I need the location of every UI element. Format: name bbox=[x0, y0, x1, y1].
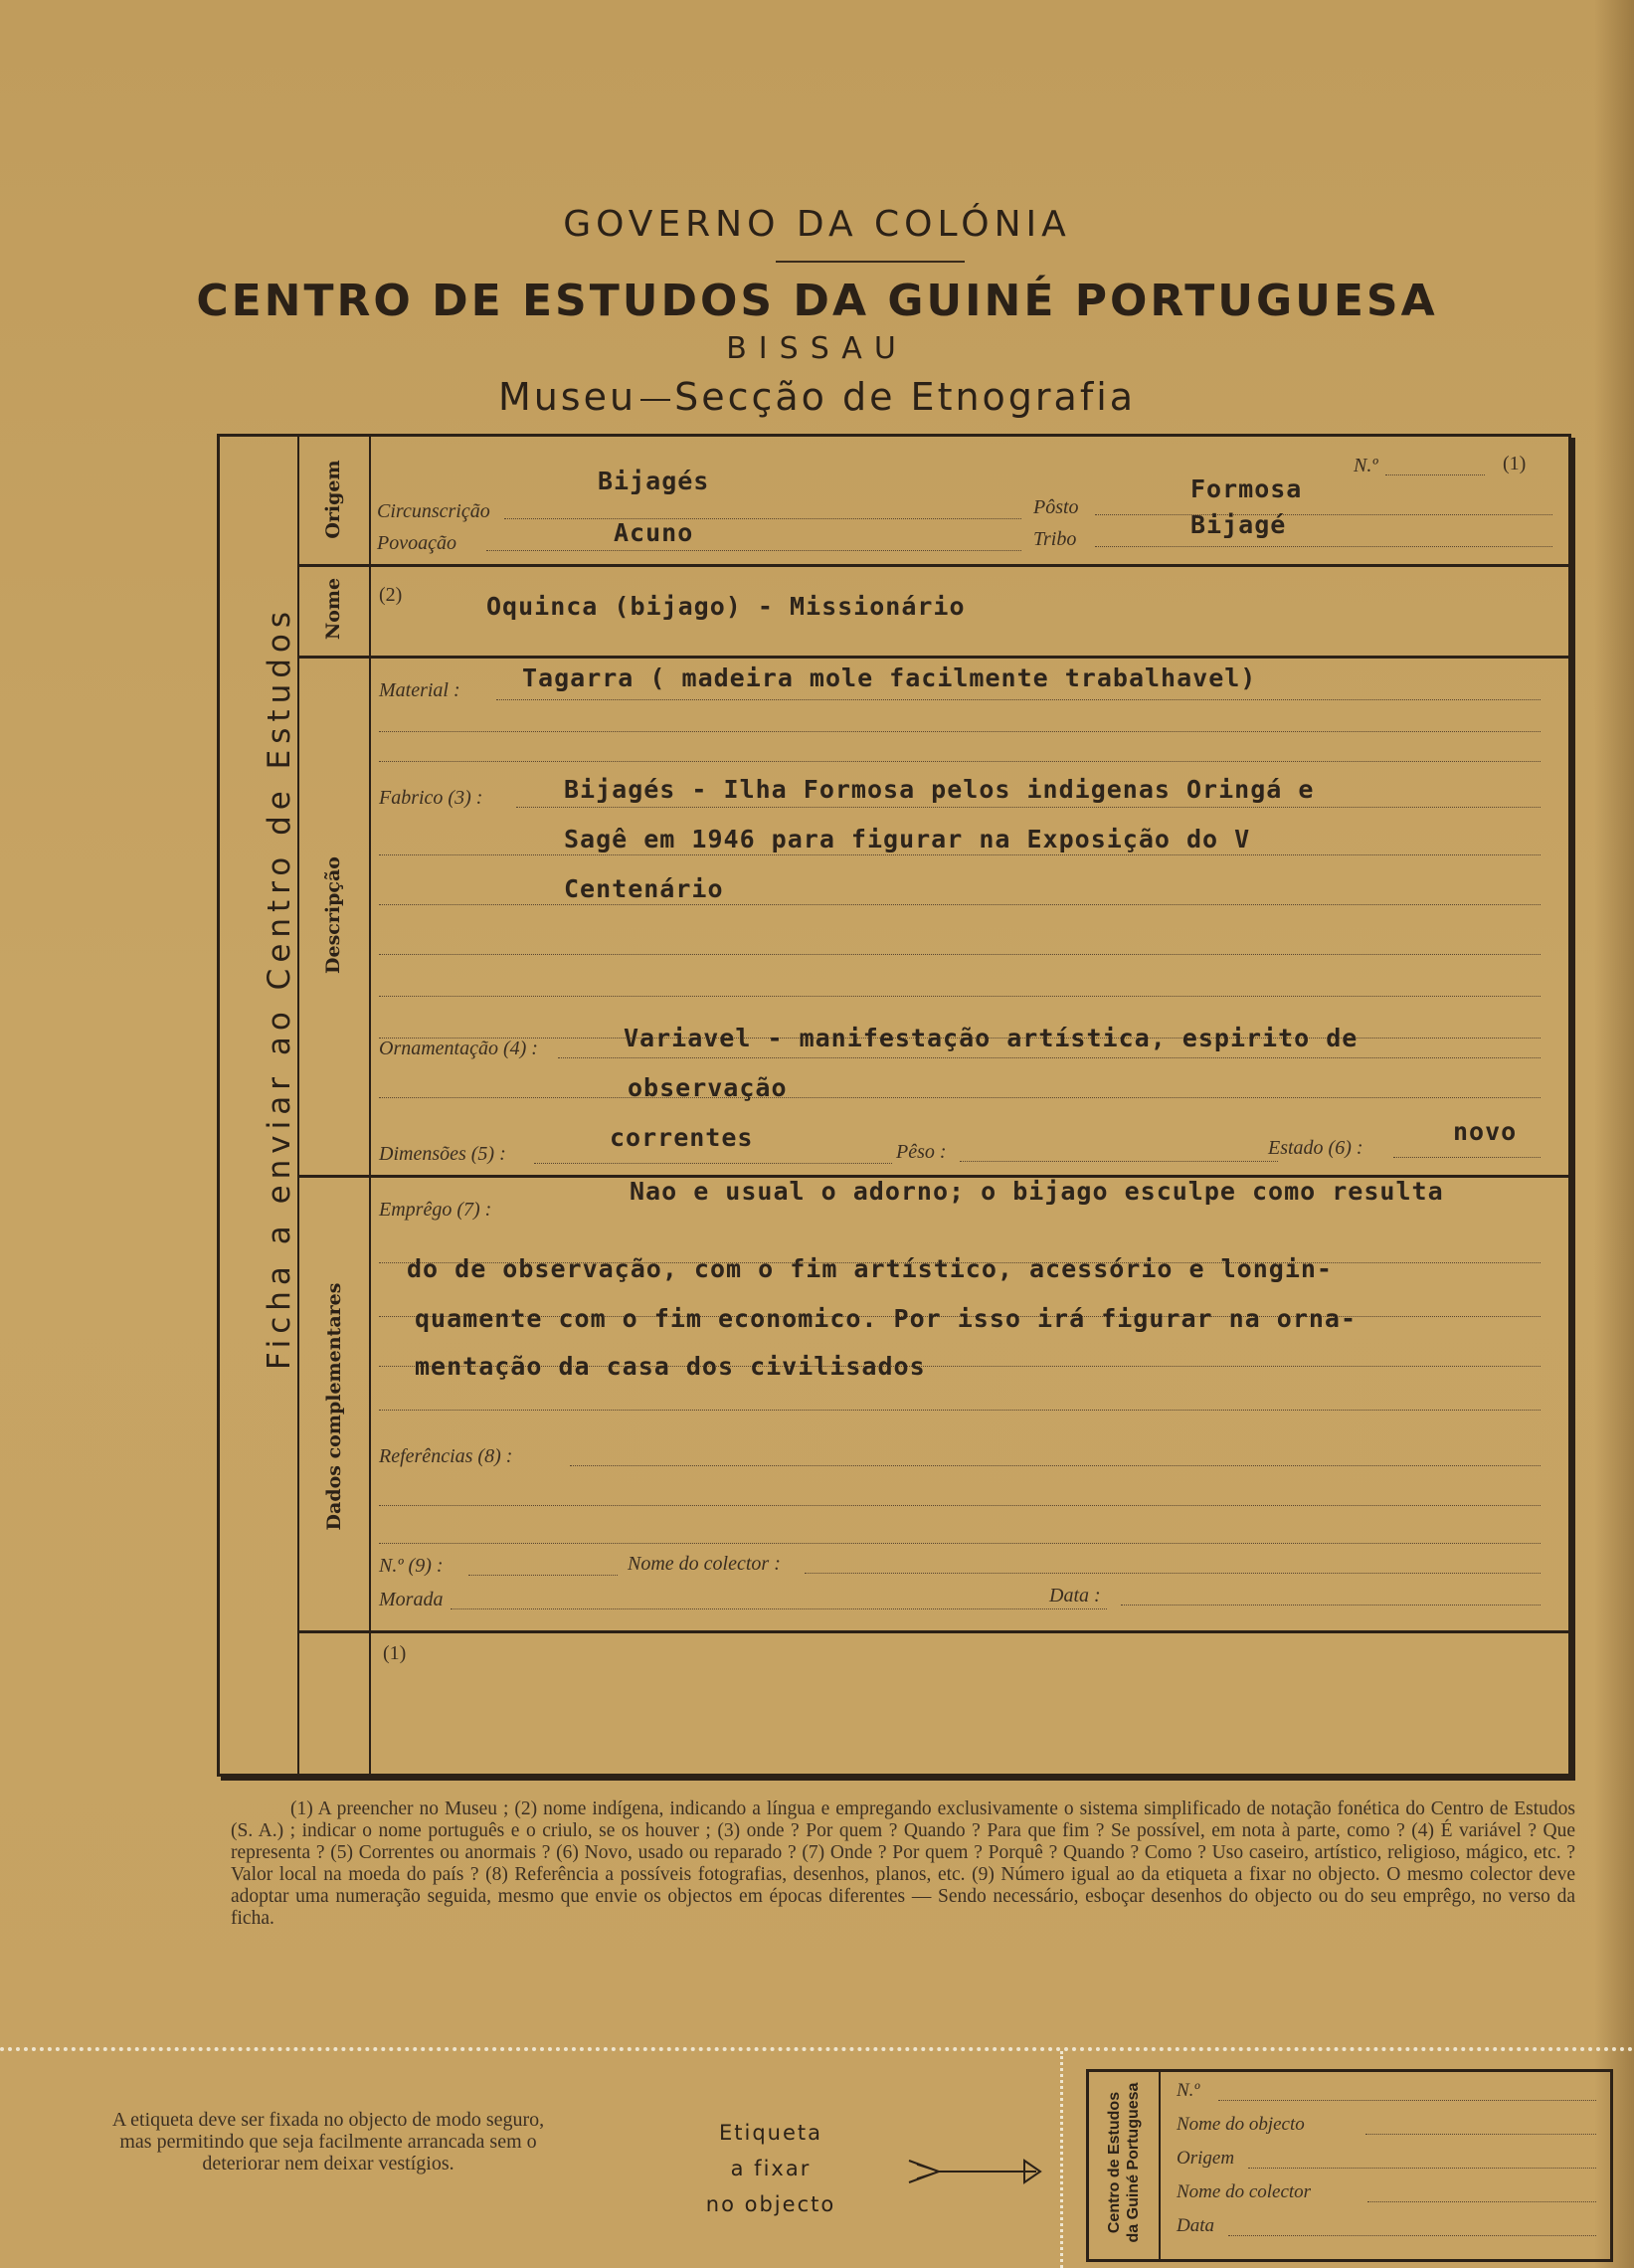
referencias-line-2 bbox=[379, 1505, 1541, 1506]
numero9-label: N.º (9) : bbox=[379, 1555, 444, 1577]
numero-note: (1) bbox=[1503, 453, 1527, 474]
tag-vertical-line-1: Centro de Estudos bbox=[1106, 2091, 1123, 2234]
divider-dados bbox=[297, 1630, 1568, 1633]
povoacao-label: Povoação bbox=[377, 532, 456, 554]
section-column-divider bbox=[369, 437, 371, 1774]
fabrico-line-2 bbox=[379, 854, 1541, 855]
museum-note: (1) bbox=[383, 1642, 407, 1664]
material-value: Tagarra ( madeira mole facilmente trabalhavel) bbox=[522, 663, 1257, 692]
fabrico-value-2: Sagê em 1946 para figurar na Exposição do V bbox=[564, 825, 1251, 853]
tag-vertical-label bbox=[1105, 2068, 1143, 2257]
ornamentacao-value-1: Variavel - manifestação artística, espirito de bbox=[624, 1024, 1359, 1052]
referencias-line bbox=[570, 1465, 1541, 1466]
tag-nome-objecto: Nome do objecto bbox=[1177, 2114, 1305, 2135]
tag-perforation bbox=[1060, 2051, 1063, 2268]
peso-line bbox=[960, 1161, 1278, 1162]
posto-label: Pôsto bbox=[1033, 496, 1079, 518]
tribo-label: Tribo bbox=[1033, 528, 1077, 550]
tag-box bbox=[1086, 2069, 1613, 2262]
nome-value: Oquinca (bijago) - Missionário bbox=[486, 592, 966, 621]
emprego-value-2: do de observação, com o fim artístico, acessório e longin- bbox=[407, 1254, 1333, 1283]
tag-data-line bbox=[1228, 2235, 1596, 2236]
section-origem: Origem bbox=[322, 460, 344, 539]
emprego-value-1: Nao e usual o adorno; o bijago esculpe como resulta bbox=[630, 1177, 1444, 1206]
tag-caption-line-3: no objecto bbox=[705, 2192, 836, 2216]
perforation-line bbox=[0, 2047, 1634, 2051]
fabrico-label: Fabrico (3) : bbox=[379, 787, 483, 809]
fabrico-line bbox=[516, 807, 1541, 808]
circunscricao-label: Circunscrição bbox=[377, 500, 490, 522]
header-government: GOVERNO DA COLÓNIA bbox=[563, 204, 1071, 245]
material-label: Material : bbox=[379, 679, 460, 701]
tag-origem: Origem bbox=[1177, 2148, 1235, 2169]
circunscricao-line bbox=[504, 518, 1021, 519]
fabrico-line-3 bbox=[379, 904, 1541, 905]
tag-caption bbox=[666, 2115, 875, 2222]
header-section bbox=[0, 375, 1634, 419]
numero-label: N.º bbox=[1354, 455, 1378, 476]
povoacao-value: Acuno bbox=[614, 518, 694, 547]
referencias-label: Referências (8) : bbox=[379, 1445, 513, 1467]
museum-row-divider bbox=[369, 1630, 371, 1774]
divider-nome bbox=[297, 656, 1568, 659]
colector-line bbox=[805, 1573, 1541, 1574]
nome-note: (2) bbox=[379, 584, 403, 606]
arrow-right-icon bbox=[899, 2147, 1048, 2196]
material-line-3 bbox=[379, 761, 1541, 762]
tag-data: Data bbox=[1177, 2215, 1214, 2236]
estado-line bbox=[1393, 1157, 1541, 1158]
header-ethnography: Secção de Etnografia bbox=[674, 375, 1137, 419]
emprego-value-4: mentação da casa dos civilisados bbox=[415, 1352, 926, 1381]
fabrico-value-3: Centenário bbox=[564, 874, 724, 903]
ornamentacao-line-2 bbox=[379, 1097, 1541, 1098]
tribo-value: Bijagé bbox=[1190, 510, 1287, 539]
colector-label: Nome do colector : bbox=[628, 1553, 781, 1575]
tag-vertical-line-2: da Guiné Portuguesa bbox=[1125, 2082, 1142, 2243]
tribo-line bbox=[1095, 546, 1552, 547]
peso-label: Pêso : bbox=[896, 1141, 947, 1163]
side-column-divider bbox=[297, 437, 299, 1774]
fabrico-value-1: Bijagés - Ilha Formosa pelos indigenas Oringá e bbox=[564, 775, 1315, 804]
posto-value: Formosa bbox=[1190, 474, 1303, 503]
emprego-label: Emprêgo (7) : bbox=[379, 1199, 492, 1221]
tag-nome-objecto-line bbox=[1365, 2134, 1596, 2135]
referencias-line-3 bbox=[379, 1543, 1541, 1544]
ornamentacao-label: Ornamentação (4) : bbox=[379, 1038, 538, 1059]
dimensoes-label: Dimensões (5) : bbox=[379, 1143, 506, 1165]
side-instruction: Ficha a enviar ao Centro de Estudos bbox=[262, 605, 297, 1370]
ornamentacao-value-2: observação bbox=[628, 1073, 788, 1102]
data-label: Data : bbox=[1049, 1585, 1101, 1606]
form-frame bbox=[217, 434, 1571, 1777]
header-museum: Museu bbox=[497, 375, 637, 419]
morada-line bbox=[451, 1608, 1107, 1609]
tag-divider bbox=[1159, 2072, 1161, 2259]
dimensoes-value: correntes bbox=[610, 1123, 754, 1152]
header-city: BISSAU bbox=[726, 331, 908, 366]
data-line bbox=[1121, 1605, 1541, 1606]
header-divider bbox=[776, 261, 965, 263]
ornamentacao-line bbox=[558, 1057, 1541, 1058]
povoacao-line bbox=[486, 550, 1021, 551]
tag-instruction: A etiqueta deve ser fixada no objecto de modo seguro, mas permitindo que seja facilmente arrancada sem o deteriorar nem deixar vestígios. bbox=[111, 2109, 545, 2174]
circunscricao-value: Bijagés bbox=[598, 467, 710, 495]
fabrico-line-5 bbox=[379, 996, 1541, 997]
section-dados: Dados complementares bbox=[323, 1282, 345, 1531]
fabrico-line-4 bbox=[379, 954, 1541, 955]
tag-caption-line-2: a fixar bbox=[730, 2157, 812, 2180]
tag-numero-line bbox=[1218, 2100, 1596, 2101]
section-descripcao: Descripção bbox=[322, 856, 344, 974]
tag-nome-colector-line bbox=[1367, 2201, 1596, 2202]
morada-label: Morada bbox=[379, 1589, 444, 1610]
tag-nome-colector: Nome do colector bbox=[1177, 2181, 1312, 2202]
material-line-2 bbox=[379, 731, 1541, 732]
numero9-line bbox=[468, 1575, 618, 1576]
section-nome: Nome bbox=[322, 577, 344, 641]
footnotes: (1) A preencher no Museu ; (2) nome indígena, indicando a língua e empregando exclusivamente o sistema simplificado de notação fonética do Centro de Estudos (S. A.) ; indicar o nome português e o criulo, se os houver ; (3) onde ? Por quem ? Quando ? Para que fim ? Se possível, em nota à parte, como ? (4) É variável ? Que representa ? (5) Correntes ou anormais ? (6) Novo, usado ou reparado ? (7) Onde ? Por quem ? Porquê ? Quando ? Como ? Uso caseiro, artístico, religioso, mágico, etc. ? Valor local na moeda do país ? (8) Referência a possíveis fotografias, desenhos, planos, etc. (9) Número igual ao da etiqueta a fixar no objecto. O mesmo colector deve adoptar uma numeração seguida, mesmo que envie os objectos em épocas diferentes — Sendo necessário, esboçar desenhos do objecto ou do seu emprêgo, no verso da ficha. bbox=[231, 1798, 1575, 1929]
header-dash bbox=[640, 399, 670, 401]
emprego-value-3: quamente com o fim economico. Por isso irá figurar na orna- bbox=[415, 1304, 1358, 1333]
posto-line bbox=[1095, 514, 1552, 515]
dimensoes-line bbox=[534, 1163, 892, 1164]
tag-caption-line-1: Etiqueta bbox=[719, 2121, 822, 2145]
material-line bbox=[496, 699, 1541, 700]
numero-line bbox=[1385, 474, 1485, 475]
tag-origem-line bbox=[1248, 2168, 1596, 2169]
emprego-line-5 bbox=[379, 1410, 1541, 1411]
divider-origem bbox=[297, 564, 1568, 567]
estado-value: novo bbox=[1453, 1117, 1518, 1146]
tag-numero: N.º bbox=[1177, 2080, 1200, 2101]
estado-label: Estado (6) : bbox=[1268, 1137, 1363, 1159]
header-institution: CENTRO DE ESTUDOS DA GUINÉ PORTUGUESA bbox=[196, 276, 1438, 326]
